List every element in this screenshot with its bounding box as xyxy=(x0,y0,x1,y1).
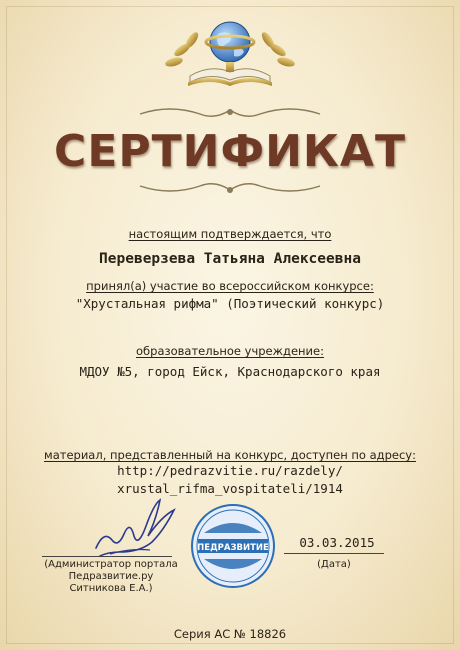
globe-seal-icon xyxy=(190,503,276,589)
admin-caption xyxy=(36,559,186,595)
signature xyxy=(90,490,180,565)
date-caption: (Дата) xyxy=(317,559,351,570)
admin-line2: Педразвитие.ру xyxy=(68,571,154,582)
institution-name: МДОУ №5, город Ейск, Краснодарского края xyxy=(79,364,381,379)
confirm-text: настоящим подтверждается, что xyxy=(128,227,332,241)
signature-line xyxy=(42,556,172,557)
institution-label: образовательное учреждение: xyxy=(136,344,324,358)
certificate-title: СЕРТИФИКАТ xyxy=(54,126,406,177)
serial-label: Серия АС xyxy=(173,627,231,641)
seal-text: ПЕДРАЗВИТИЕ xyxy=(197,543,269,553)
serial-value: № 18826 xyxy=(233,627,287,641)
flourish-divider-icon xyxy=(130,174,330,202)
contest-name: "Хрустальная рифма" (Поэтический конкурс) xyxy=(75,296,385,311)
book-globe-laurel-icon xyxy=(160,6,300,98)
material-url-line2[interactable]: xrustal_rifma_vospitateli/1914 xyxy=(117,481,343,496)
material-url-line1[interactable]: http://pedrazvitie.ru/razdely/ xyxy=(117,463,343,478)
admin-line3: Ситникова Е.А.) xyxy=(69,583,153,594)
admin-line1: (Администратор портала xyxy=(44,559,178,570)
date-line xyxy=(284,553,384,554)
participation-text: принял(а) участие во всероссийском конкурсе: xyxy=(86,279,374,293)
material-text: материал, представленный на конкурс, доступен по адресу: xyxy=(44,448,416,462)
recipient-name: Переверзева Татьяна Алексеевна xyxy=(99,251,361,267)
certificate-date: 03.03.2015 xyxy=(299,535,375,550)
serial-number xyxy=(0,627,460,641)
flourish-divider-icon xyxy=(130,100,330,128)
